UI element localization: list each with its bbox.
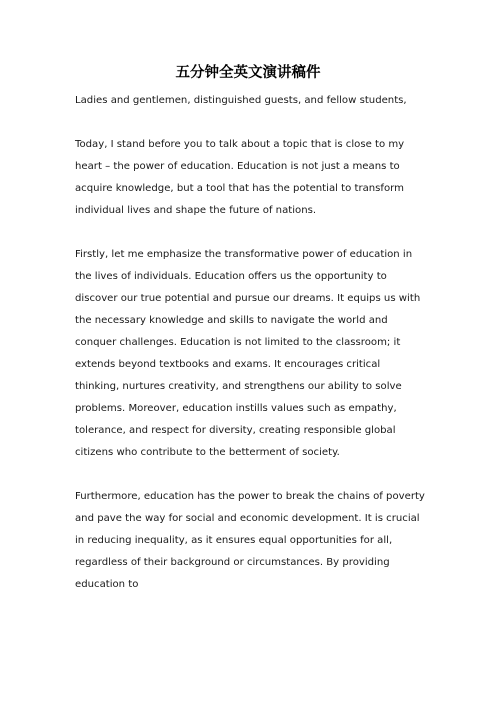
document-title: 五分钟全英文演讲稿件 (175, 65, 321, 81)
document-body (75, 90, 427, 618)
intro-paragraph: Today, I stand before you to talk about a topic that is close to my heart – the power of education. Education is not just a means to acquire knowledge, but a tool that has the potential to transform individual lives and shape the future of nations. (75, 139, 405, 216)
poverty-paragraph: Furthermore, education has the power to break the chains of poverty and pave the way for social and economic development. It is crucial in reducing inequality, as it ensures equal opportunities for all, regardless of their background or circumstances. By providing education to (75, 491, 425, 590)
individuals-paragraph: Firstly, let me emphasize the transformative power of education in the lives of individuals. Education offers us the opportunity to discover our true potential and pursue our dreams. It equips us with the necessary knowledge and skills to navigate the world and conquer challenges. Education is not limited to the classroom; it extends beyond textbooks and exams. It encourages critical thinking, nurtures creativity, and strengthens our ability to solve problems. Moreover, education instills values such as empathy, tolerance, and respect for diversity, creating responsible global citizens who contribute to the betterment of society. (75, 249, 421, 458)
greeting-paragraph: Ladies and gentlemen, distinguished guests, and fellow students, (75, 95, 407, 106)
